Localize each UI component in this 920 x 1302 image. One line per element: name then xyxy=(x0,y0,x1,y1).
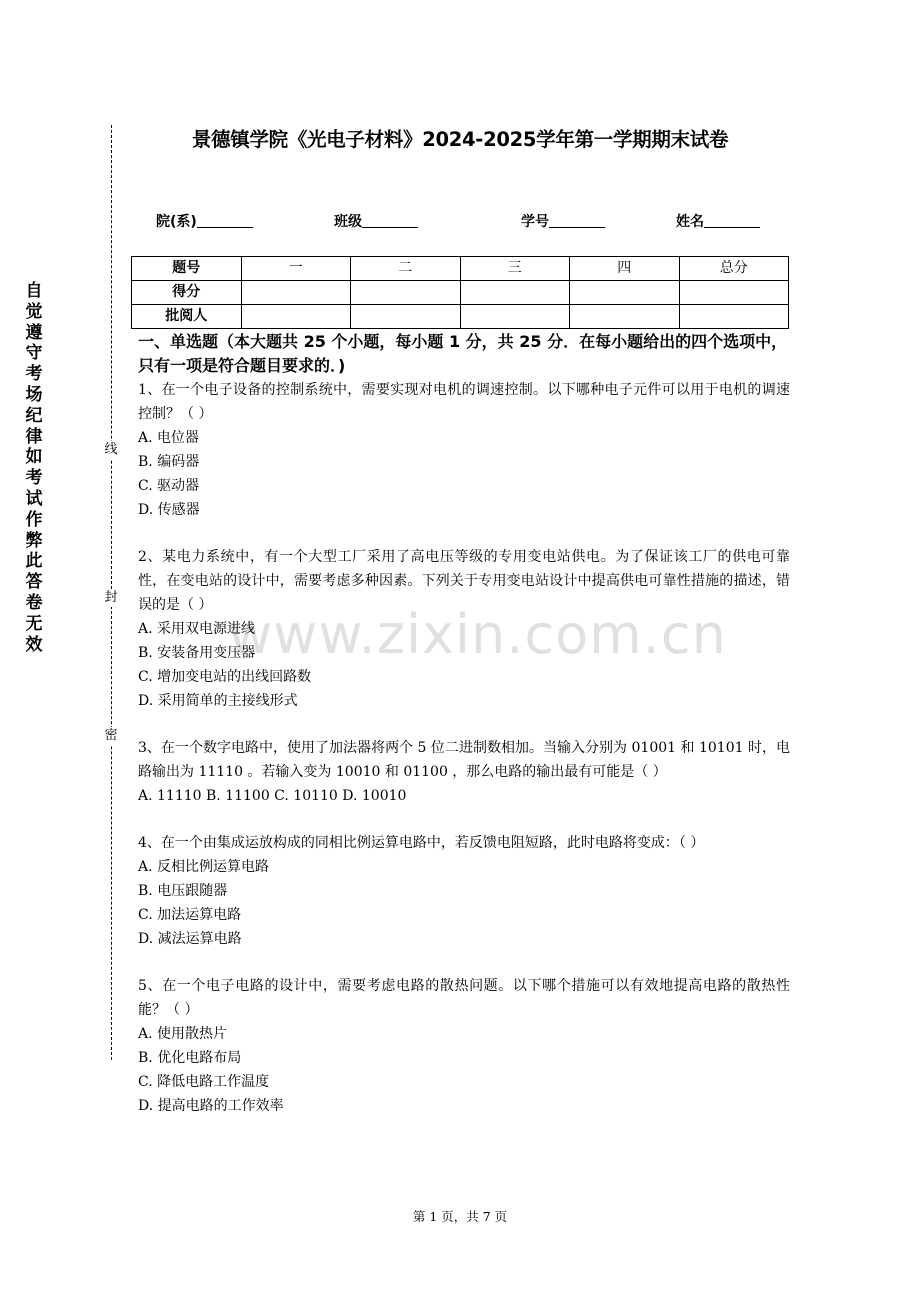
score-cell[interactable] xyxy=(351,305,461,329)
exam-title: 景德镇学院《光电子材料》2024-2025学年第一学期期末试卷 xyxy=(191,128,729,151)
answer-option: C. 降低电路工作温度 xyxy=(138,1074,270,1090)
score-cell[interactable] xyxy=(570,281,680,305)
name-blank[interactable] xyxy=(704,213,760,228)
score-header-cell: 一 xyxy=(241,257,351,281)
score-table-header-row xyxy=(132,257,789,281)
question-stem: 1、在一个电子设备的控制系统中，需要实现对电机的调速控制。以下哪种电子元件可以用于电机的调速控制？（ ） xyxy=(138,382,790,422)
name-label: 姓名 xyxy=(676,214,704,230)
department-label: 院(系) xyxy=(156,214,197,230)
score-cell[interactable] xyxy=(679,281,789,305)
score-cell[interactable] xyxy=(241,305,351,329)
student-id-label: 学号 xyxy=(521,214,549,230)
score-table xyxy=(131,256,789,329)
answer-option: A. 采用双电源进线 xyxy=(138,621,256,637)
answer-option: D. 采用简单的主接线形式 xyxy=(138,693,298,709)
exam-content xyxy=(138,330,790,1141)
answer-option: A. 反相比例运算电路 xyxy=(138,859,270,875)
answer-option: B. 电压跟随器 xyxy=(138,883,228,899)
student-info-row xyxy=(0,211,920,233)
department-blank[interactable] xyxy=(197,213,253,228)
section-heading: 一、单选题（本大题共 25 个小题，每小题 1 分，共 25 分．在每小题给出的四个选项中，只有一项是符合题目要求的．) xyxy=(138,332,788,375)
student-id-blank[interactable] xyxy=(549,213,605,228)
score-header-cell: 总分 xyxy=(679,257,789,281)
score-header-cell: 二 xyxy=(351,257,461,281)
question-stem: 3、在一个数字电路中，使用了加法器将两个 5 位二进制数相加。当输入分别为 01001 和 10101 时，电路输出为 11110 。若输入变为 10010 和 01100 ，那么电路的输出最有可能是（ ） xyxy=(138,740,790,780)
question-stem: 4、在一个由集成运放构成的同相比例运算电路中，若反馈电阻短路，此时电路将变成：（ ） xyxy=(138,835,705,851)
class-label: 班级 xyxy=(334,214,362,230)
score-cell[interactable] xyxy=(241,281,351,305)
class-blank[interactable] xyxy=(362,213,418,228)
score-header-cell: 题号 xyxy=(132,257,242,281)
score-cell[interactable] xyxy=(570,305,680,329)
score-cell[interactable] xyxy=(679,305,789,329)
department-field[interactable] xyxy=(156,211,253,231)
score-header-cell: 三 xyxy=(460,257,570,281)
answer-option: C. 增加变电站的出线回路数 xyxy=(138,669,312,685)
score-cell[interactable] xyxy=(460,281,570,305)
answer-option: B. 优化电路布局 xyxy=(138,1050,242,1066)
watermark: www.zixin.com.cn xyxy=(228,603,727,666)
answer-option: A. 电位器 xyxy=(138,430,200,446)
question-5 xyxy=(138,974,790,1118)
question-3 xyxy=(138,736,790,808)
answer-option: C. 加法运算电路 xyxy=(138,907,242,923)
answer-option: D. 传感器 xyxy=(138,502,200,518)
answer-option: D. 提高电路的工作效率 xyxy=(138,1098,284,1114)
binding-mark-seal: 封 xyxy=(104,590,118,605)
class-field[interactable] xyxy=(334,211,418,231)
answer-option: B. 编码器 xyxy=(138,454,200,470)
score-table-row xyxy=(132,281,789,305)
score-header-cell: 四 xyxy=(570,257,680,281)
binding-mark-line: 线 xyxy=(104,442,118,457)
answer-option: C. 驱动器 xyxy=(138,478,200,494)
score-cell[interactable] xyxy=(460,305,570,329)
question-stem: 5、在一个电子电路的设计中，需要考虑电路的散热问题。以下哪个措施可以有效地提高电路的散热性能？（ ） xyxy=(138,978,790,1018)
score-table-row xyxy=(132,305,789,329)
page-footer: 第 1 页，共 7 页 xyxy=(412,1209,508,1224)
score-row-label: 得分 xyxy=(132,281,242,305)
answer-option: B. 安装备用变压器 xyxy=(138,645,256,661)
question-stem: 2、某电力系统中，有一个大型工厂采用了高电压等级的专用变电站供电。为了保证该工厂的供电可靠性，在变电站的设计中，需要考虑多种因素。下列关于专用变电站设计中提高供电可靠性措施的描述，错误的是（ ） xyxy=(138,549,790,613)
student-id-field[interactable] xyxy=(521,211,605,231)
score-cell[interactable] xyxy=(351,281,461,305)
question-1 xyxy=(138,378,790,522)
answer-option: D. 减法运算电路 xyxy=(138,931,242,947)
answer-option: A. 使用散热片 xyxy=(138,1026,228,1042)
question-4 xyxy=(138,831,790,951)
name-field[interactable] xyxy=(676,211,760,231)
score-row-label: 批阅人 xyxy=(132,305,242,329)
binding-mark-secret: 密 xyxy=(104,728,118,743)
exam-discipline-notice: 自觉遵守考场纪律如考试作弊此答卷无效 xyxy=(25,281,43,655)
answer-options-inline: A. 11110 B. 11100 C. 10110 D. 10010 xyxy=(138,788,407,804)
